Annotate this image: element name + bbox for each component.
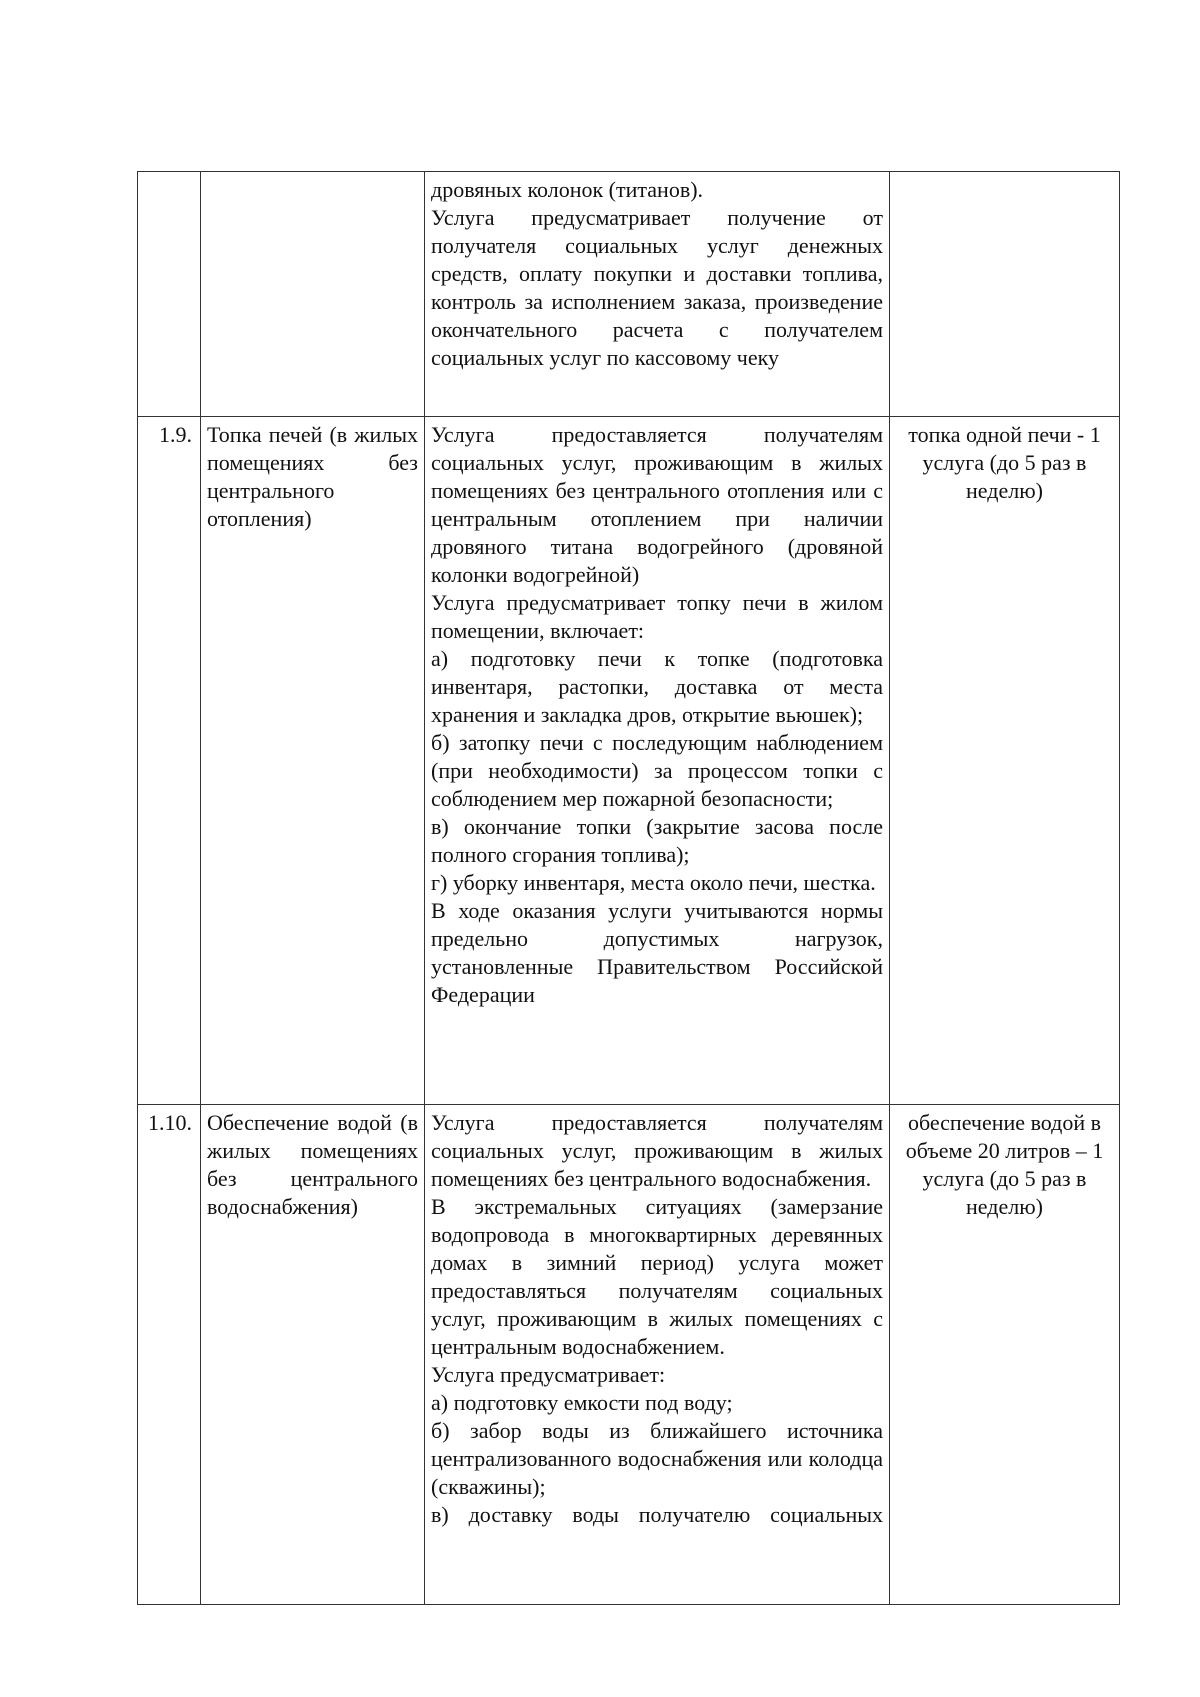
services-table [137,171,1120,1605]
description-paragraph: в) окончание топки (закрытие засова после полного сгорания топлива); [431,814,883,867]
row-number-cell: 1.10. [138,1105,201,1605]
row-number-cell [138,172,201,417]
description-paragraph: Услуга предусматривает получение от получателя социальных услуг денежных средств, оплату покупки и доставки топлива, контроль за исполнением заказа, произведение окончательного расчета с получателем социальных услуг по кассовому чеку [431,205,883,370]
description-paragraph: Услуга предоставляется получателям социальных услуг, проживающим в жилых помещениях без центрального водоснабжения. [431,1110,883,1191]
service-description-cell [425,1105,890,1605]
description-paragraph: б) затопку печи с последующим наблюдением (при необходимости) за процессом топки с соблюдением мер пожарной безопасности; [431,730,883,811]
service-name-cell [201,417,425,1105]
service-description-cell [425,172,890,417]
description-paragraph: б) забор воды из ближайшего источника централизованного водоснабжения или колодца (скважины); [431,1418,883,1499]
description-paragraph: а) подготовку емкости под воду; [431,1390,733,1415]
table-row [138,417,1120,1105]
description-paragraph: В экстремальных ситуациях (замерзание водопровода в многоквартирных деревянных домах в зимний период) услуга может предоставляться получателям социальных услуг, проживающим в жилых помещениях с центральным водоснабжением. [431,1194,883,1359]
description-paragraph: Услуга предоставляется получателям социальных услуг, проживающим в жилых помещениях без центрального отопления или с центральным отоплением при наличии дровяного титана водогрейного (дровяной колонки водогрейной) [431,422,883,587]
service-norm-cell: обеспечение водой в объеме 20 литров – 1 услуга (до 5 раз в неделю) [890,1105,1120,1605]
description-paragraph: Услуга предусматривает топку печи в жилом помещении, включает: [431,590,883,643]
service-norm-cell: топка одной печи - 1 услуга (до 5 раз в неделю) [890,417,1120,1105]
row-number-cell: 1.9. [138,417,201,1105]
description-paragraph: Услуга предусматривает: [431,1362,666,1387]
table-row [138,1105,1120,1605]
description-paragraph: В ходе оказания услуги учитываются нормы предельно допустимых нагрузок, установленные Правительством Российской Федерации [431,898,883,1007]
description-paragraph: г) уборку инвентаря, места около печи, шестка. [431,870,876,895]
service-name: Обеспечение водой (в жилых помещениях без центрального водоснабжения) [207,1110,418,1219]
description-paragraph: а) подготовку печи к топке (подготовка инвентаря, растопки, доставка от места хранения и закладка дров, открытие вьюшек); [431,646,883,727]
description-paragraph: в) доставку воды получателю социальных [431,1502,883,1527]
service-name: Топка печей (в жилых помещениях без центрального отопления) [207,422,418,531]
service-norm-cell [890,172,1120,417]
description-paragraph: дровяных колонок (титанов). [431,177,704,202]
table-row [138,172,1120,417]
service-description-cell [425,417,890,1105]
service-name-cell [201,172,425,417]
service-name-cell [201,1105,425,1605]
